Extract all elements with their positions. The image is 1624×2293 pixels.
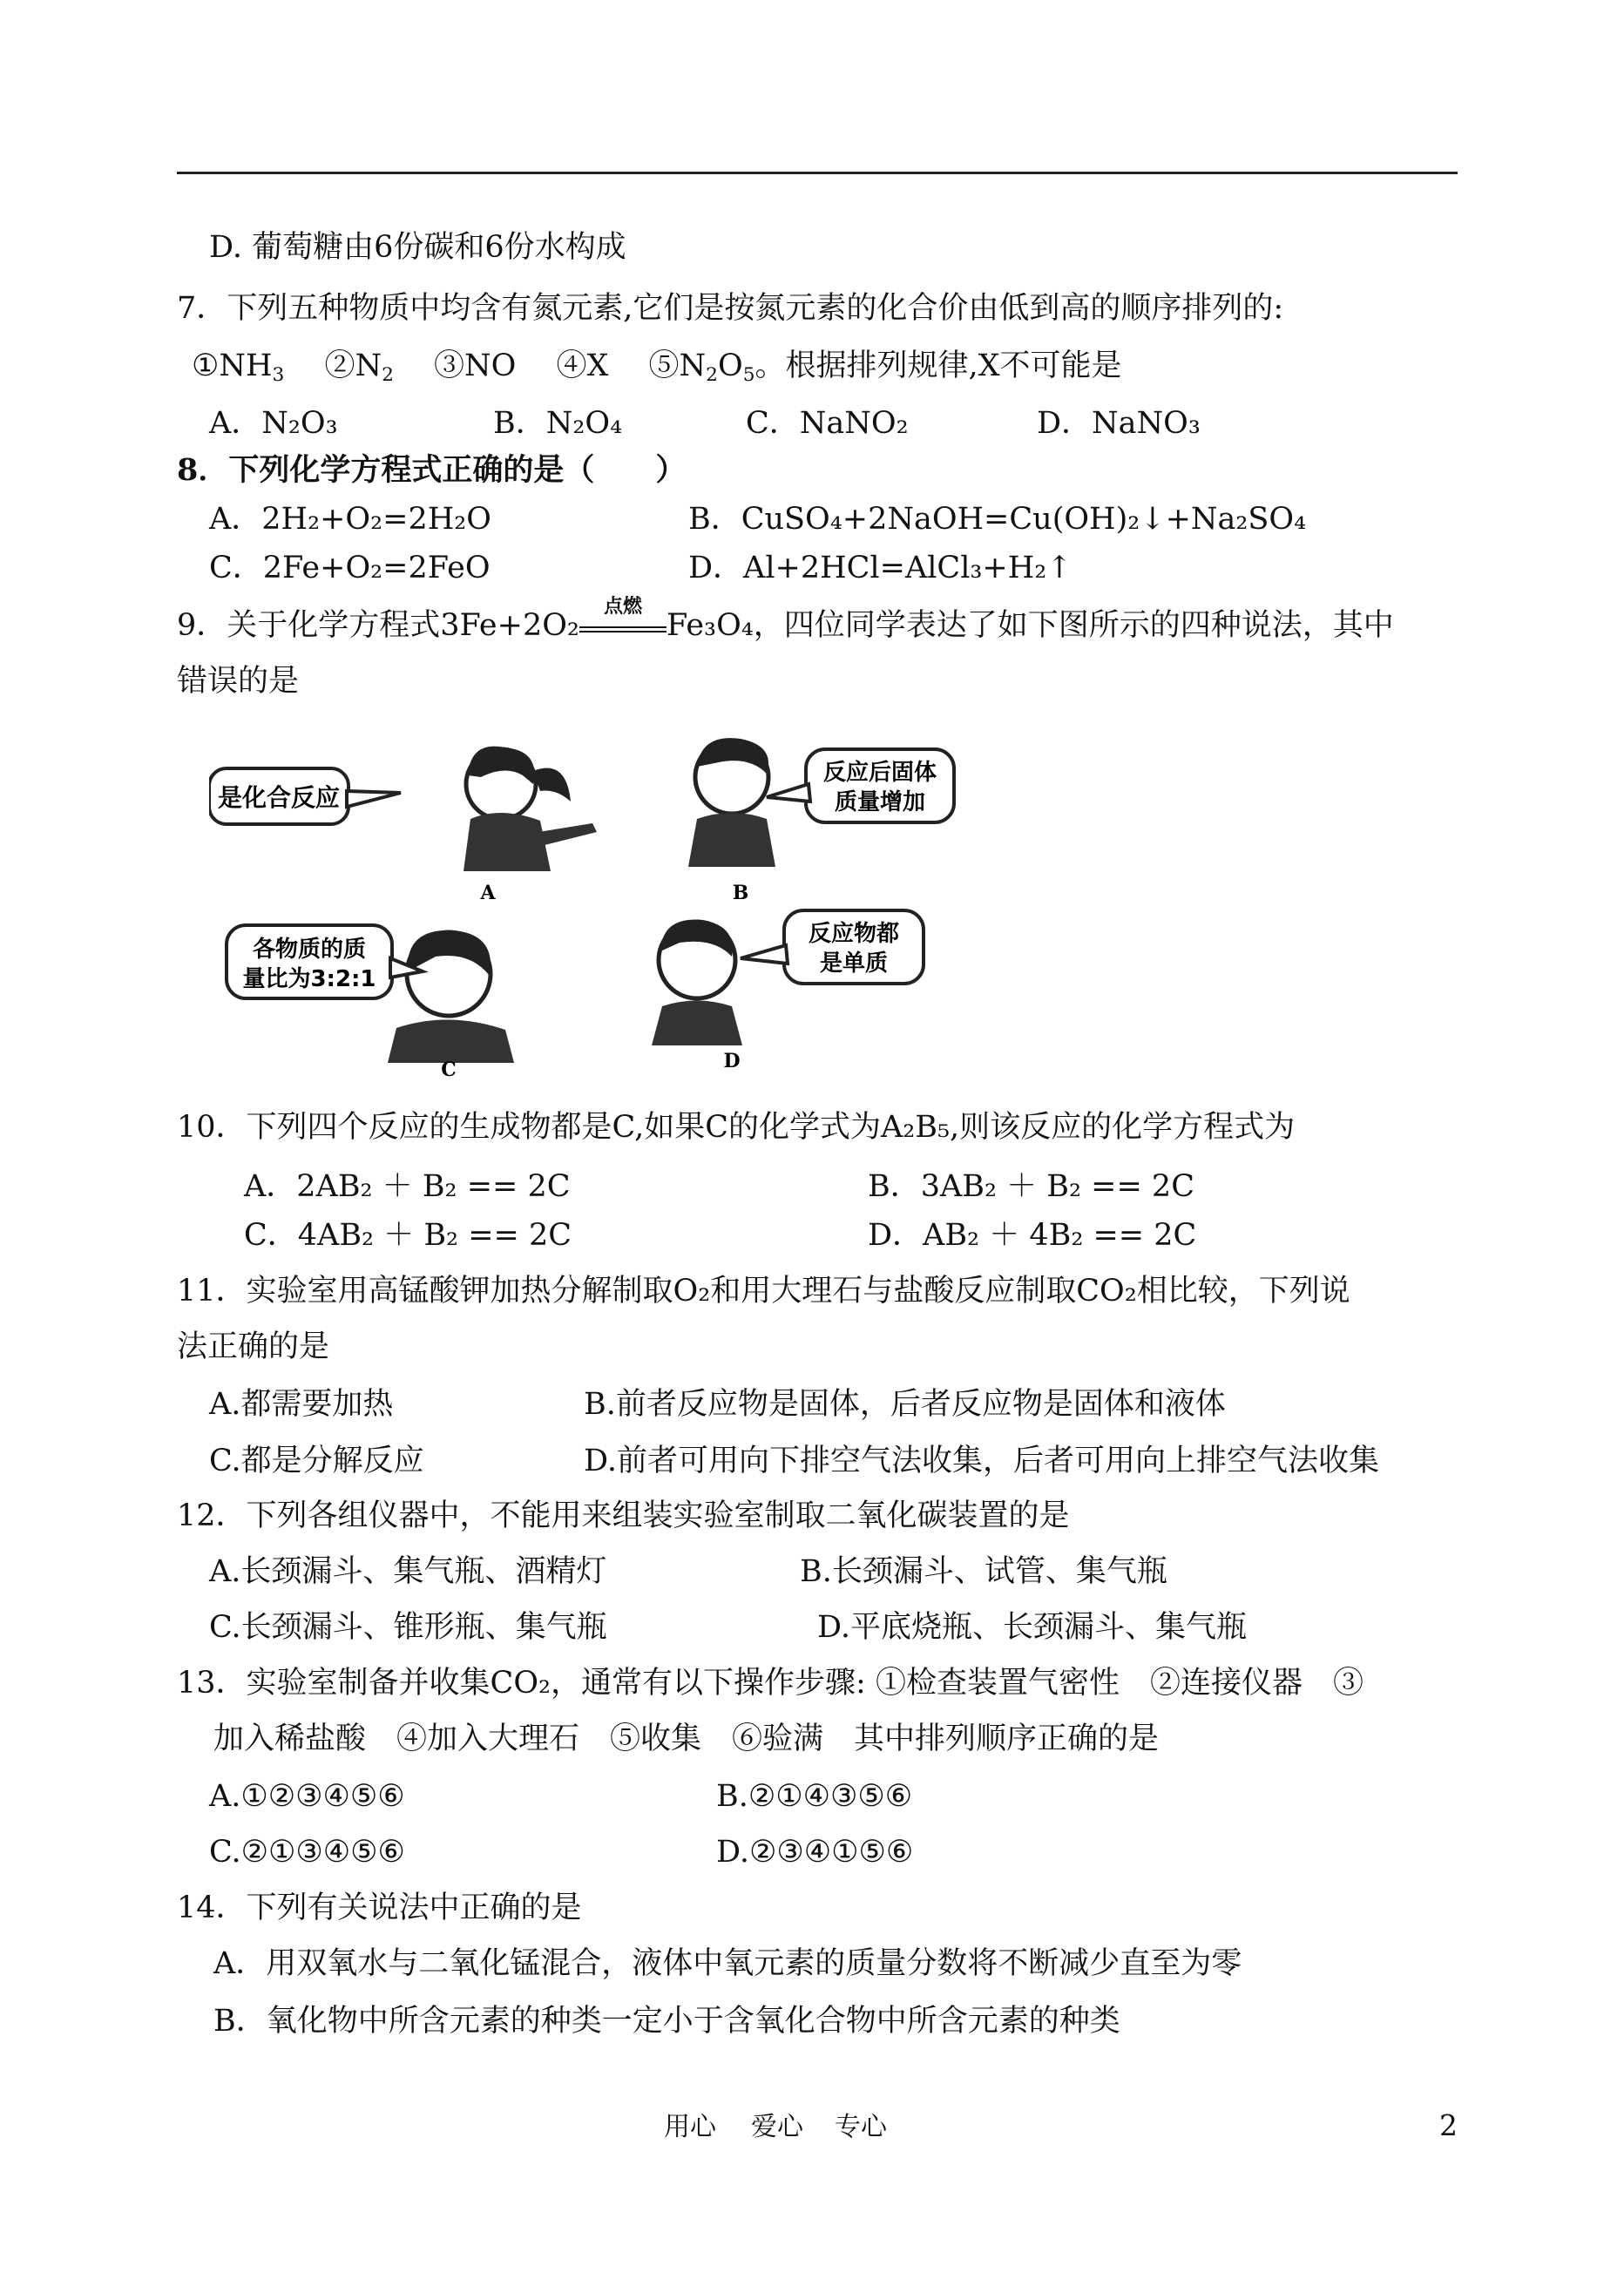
bubble-c-line2: 量比为3:2:1 [242, 966, 376, 992]
q11-stem-line2: 法正确的是 [177, 1329, 330, 1364]
q7-option-a: A．N₂O₃ [209, 406, 338, 441]
bubble-b-line2: 质量增加 [834, 789, 926, 815]
q12-stem: 12．下列各组仪器中，不能用来组装实验室制取二氧化碳装置的是 [177, 1498, 1070, 1533]
q10-option-d: D．AB₂ ＋ 4B₂ == 2C [868, 1218, 1197, 1253]
q7-series-tail: 。根据排列规律,X不可能是 [754, 348, 1122, 383]
footer-text-2: 爱心 [751, 2112, 803, 2142]
q12-option-b: B.长颈漏斗、试管、集气瓶 [800, 1554, 1167, 1589]
q9-figure [209, 723, 993, 1080]
q13-option-b: B.②①④③⑤⑥ [716, 1779, 913, 1814]
q12-option-a: A.长颈漏斗、集气瓶、酒精灯 [209, 1554, 607, 1589]
bubble-c-line1: 各物质的质 [252, 937, 367, 963]
bubble-b-line1: 反应后固体 [822, 760, 937, 786]
student-d-illustration [652, 920, 742, 1045]
bubble-d-line1: 反应物都 [808, 921, 900, 947]
q10-option-c: C．4AB₂ ＋ B₂ == 2C [244, 1218, 572, 1253]
q9-stem-post: Fe₃O₄，四位同学表达了如下图所示的四种说法，其中 [666, 608, 1394, 643]
q6-option-d: D. 葡萄糖由6份碳和6份水构成 [209, 230, 626, 265]
q9-reaction-arrow [579, 595, 667, 645]
q13-option-c: C.②①③④⑤⑥ [209, 1835, 405, 1870]
q13-stem-line2: 加入稀盐酸 ④加入大理石 ⑤收集 ⑥验满 其中排列顺序正确的是 [213, 1721, 1160, 1756]
q14-stem: 14．下列有关说法中正确的是 [177, 1891, 582, 1925]
student-a-illustration [464, 747, 597, 871]
q14-option-b: B．氧化物中所含元素的种类一定小于含氧化合物中所含元素的种类 [213, 2004, 1120, 2039]
q12-option-d: D.平底烧瓶、长颈漏斗、集气瓶 [817, 1610, 1247, 1645]
q14-option-a: A．用双氧水与二氧化锰混合，液体中氧元素的质量分数将不断减少直至为零 [213, 1946, 1242, 1981]
q11-stem: 11．实验室用高锰酸钾加热分解制取O₂和用大理石与盐酸反应制取CO₂相比较，下列说 [177, 1274, 1350, 1309]
q8-stem: 8．下列化学方程式正确的是（ ） [177, 452, 687, 488]
q11-option-d: D.前者可用向下排空气法收集，后者可用向上排空气法收集 [584, 1444, 1379, 1478]
q11-option-b: B.前者反应物是固体，后者反应物是固体和液体 [584, 1387, 1226, 1422]
q8-option-a: A．2H₂+O₂=2H₂O [209, 502, 491, 537]
footer-text-1: 用心 [664, 2112, 716, 2142]
q8-option-b: B．CuSO₄+2NaOH=Cu(OH)₂↓+Na₂SO₄ [688, 502, 1307, 537]
label-c: C [441, 1059, 457, 1080]
label-a: A [480, 882, 496, 904]
footer-text-3: 专心 [835, 2112, 887, 2142]
q12-option-c: C.长颈漏斗、锥形瓶、集气瓶 [209, 1610, 607, 1645]
q8-option-d: D．Al+2HCl=AlCl₃+H₂↑ [688, 551, 1073, 585]
q13-stem: 13．实验室制备并收集CO₂，通常有以下操作步骤: ①检查装置气密性 ②连接仪器 ③ [177, 1666, 1363, 1701]
q10-option-b: B．3AB₂ ＋ B₂ == 2C [868, 1169, 1194, 1204]
q7-option-b: B．N₂O₄ [493, 406, 623, 441]
bubble-d-line2: 是单质 [819, 950, 889, 977]
q7-option-d: D．NaNO₃ [1037, 406, 1201, 441]
q9-stem [177, 595, 1394, 645]
bubble-a-text: 是化合反应 [217, 783, 341, 812]
student-c-illustration [388, 930, 514, 1063]
q7-stem: 7．下列五种物质中均含有氮元素,它们是按氮元素的化合价由低到高的顺序排列的: [177, 291, 1284, 326]
label-b: B [732, 882, 749, 904]
q9-condition: 点燃 [603, 595, 642, 618]
q8-option-c: C．2Fe+O₂=2FeO [209, 551, 491, 585]
q10-option-a: A．2AB₂ ＋ B₂ == 2C [244, 1169, 571, 1204]
q13-option-a: A.①②③④⑤⑥ [209, 1779, 405, 1814]
q11-option-a: A.都需要加热 [209, 1387, 394, 1422]
page-number: 2 [1439, 2108, 1458, 2142]
q13-option-d: D.②③④①⑤⑥ [716, 1835, 914, 1870]
q7-series: $①NH_3$ $②N_2$ ③NO ④X $⑤N_2O_5$。根据排列规律,X不可能是 [192, 348, 1122, 387]
header-rule [177, 172, 1458, 174]
q11-option-c: C.都是分解反应 [209, 1444, 424, 1478]
q7-option-c: C．NaNO₂ [746, 406, 909, 441]
label-d: D [723, 1050, 741, 1072]
q9-stem-line2: 错误的是 [177, 664, 300, 699]
q10-stem: 10．下列四个反应的生成物都是C,如果C的化学式为A₂B₅,则该反应的化学方程式为 [177, 1110, 1296, 1145]
q9-stem-pre: 9．关于化学方程式3Fe+2O₂ [177, 608, 579, 643]
student-b-illustration [688, 738, 775, 867]
